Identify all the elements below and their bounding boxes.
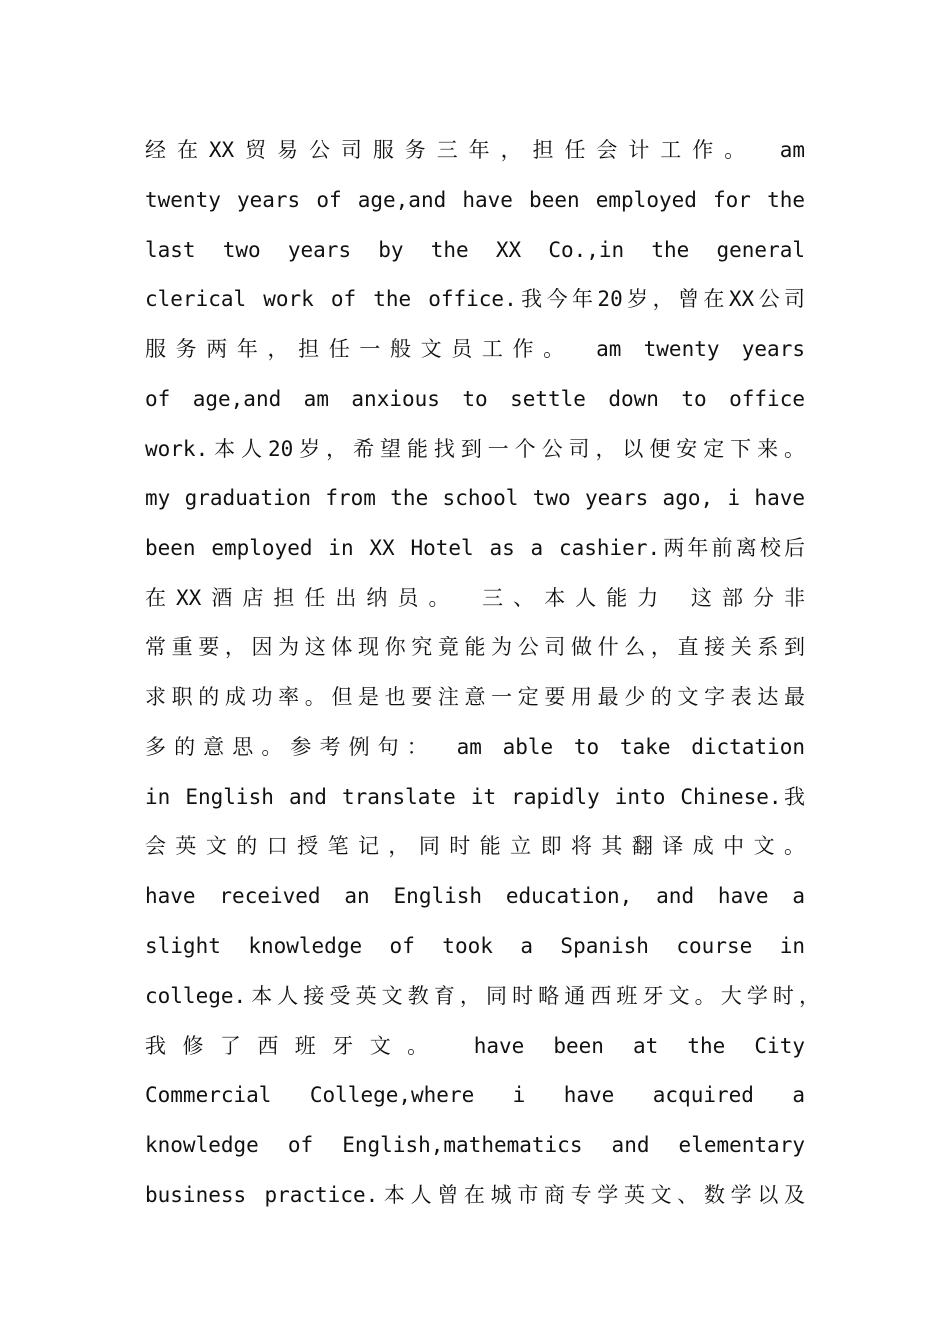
text-line-21: knowledge of English,mathematics and elementary [145, 1133, 805, 1157]
text-line-11: 常重要，因为这体现你究竟能为公司做什么，直接关系到 [145, 635, 805, 659]
text-line-10: 在XX酒店担任出纳员。 三、本人能力 这部分非 [145, 586, 805, 610]
text-line-22: business practice.本人曾在城市商专学英文、数学以及 [145, 1183, 805, 1207]
text-line-7: work.本人20岁，希望能找到一个公司，以便安定下来。 [145, 437, 805, 461]
text-line-4: clerical work of the office.我今年20岁，曾在XX公司 [145, 287, 805, 311]
text-line-15: 会英文的口授笔记，同时能立即将其翻译成中文。 [145, 834, 805, 858]
text-line-12: 求职的成功率。但是也要注意一定要用最少的文字表达最 [145, 685, 805, 709]
text-line-5: 服务两年，担任一般文员工作。 am twenty years [145, 337, 805, 361]
text-line-9: been employed in XX Hotel as a cashier.两年前离校后 [145, 536, 805, 560]
text-line-18: college.本人接受英文教育，同时略通西班牙文。大学时， [145, 984, 820, 1008]
text-line-3: last two years by the XX Co.,in the general [145, 238, 805, 262]
text-line-6: of age,and am anxious to settle down to office [145, 387, 805, 411]
text-line-20: Commercial College,where i have acquired a [145, 1083, 805, 1107]
text-line-1: 经在XX贸易公司服务三年，担任会计工作。 am [145, 138, 805, 162]
text-line-19: 我修了西班牙文。 have been at the City [145, 1034, 805, 1058]
text-line-8: my graduation from the school two years ago, i have [145, 486, 805, 510]
text-line-2: twenty years of age,and have been employed for the [145, 188, 805, 212]
text-line-13: 多的意思。参考例句： am able to take dictation [145, 735, 805, 759]
text-line-14: in English and translate it rapidly into Chinese.我 [145, 785, 805, 809]
text-line-17: slight knowledge of took a Spanish course in [145, 934, 805, 958]
text-line-16: have received an English education, and have a [145, 884, 805, 908]
